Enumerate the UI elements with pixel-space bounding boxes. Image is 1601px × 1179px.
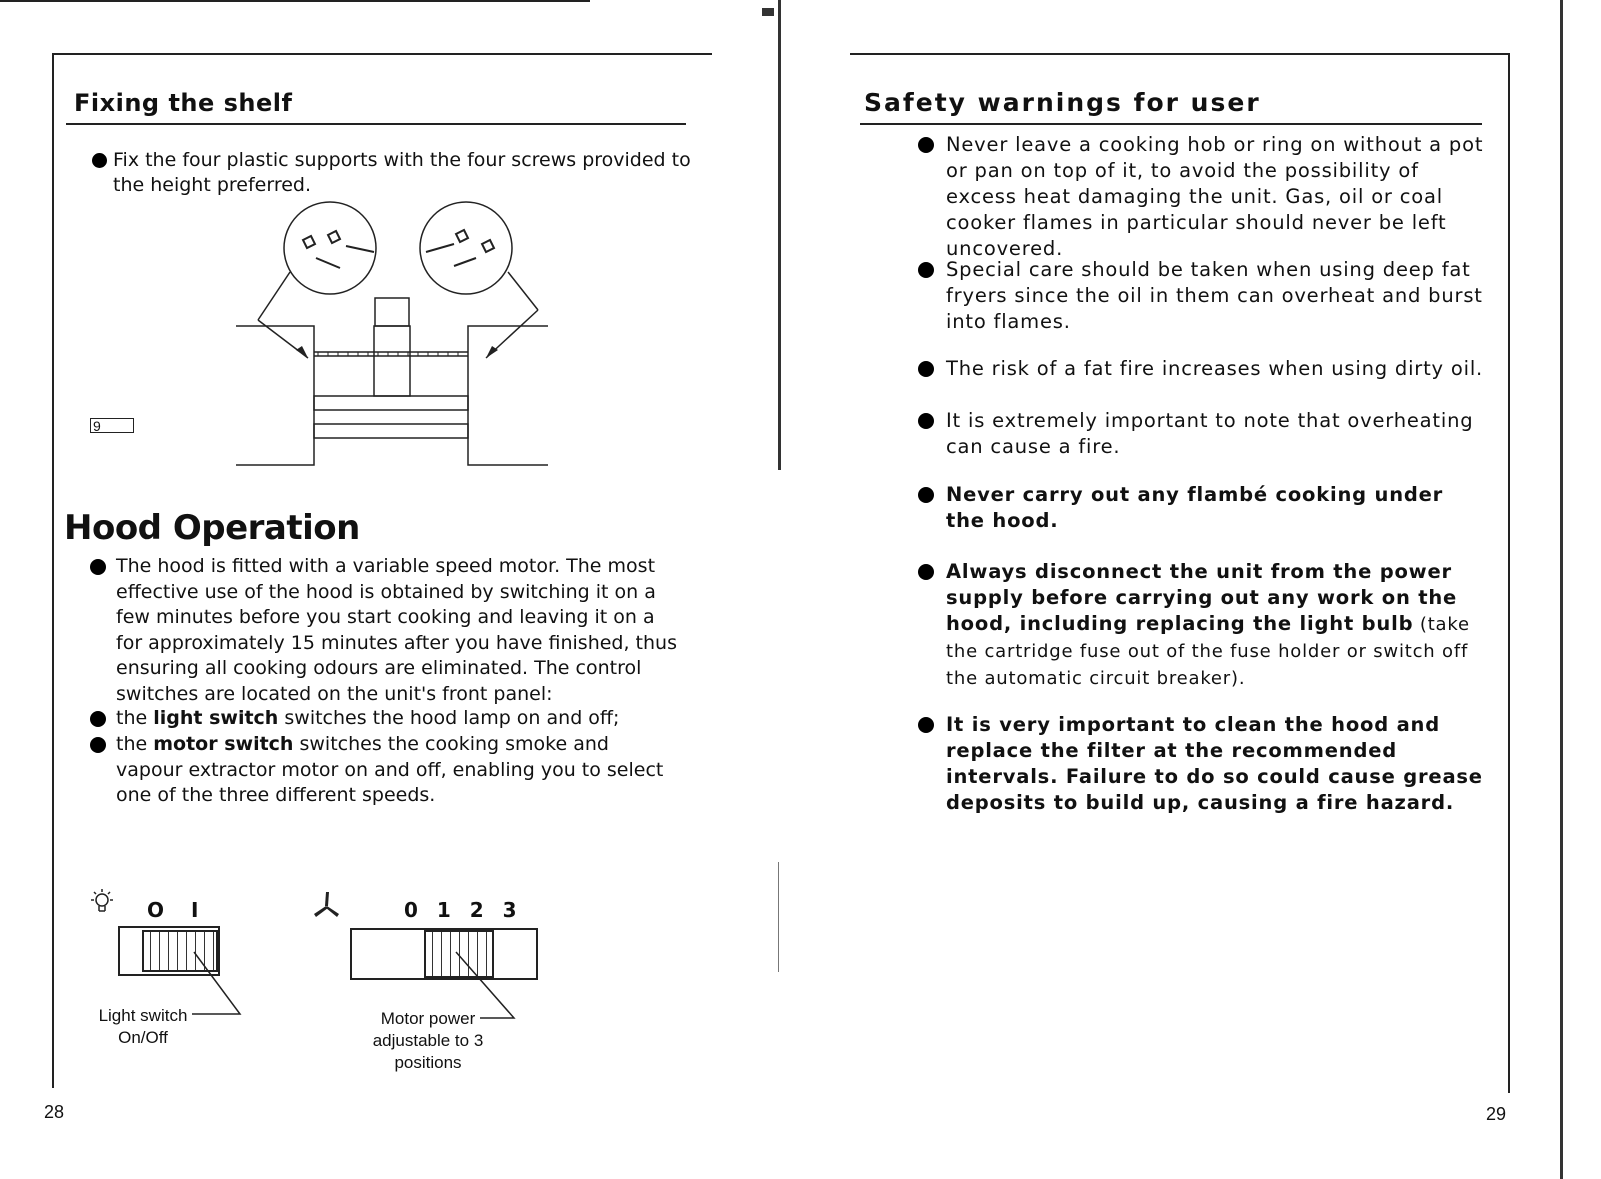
safety-bullet-7-text: It is very important to clean the hood and replace the filter at the recommended intervals. Failure to do so could cause grease deposits to build up, causing a fire hazard. [946, 713, 1483, 814]
safety-bullet-6-bold: Always disconnect the unit from the power supply before carrying out any work on the hood, including replacing the light bulb [946, 560, 1458, 635]
safety-bullet-3 [918, 356, 1488, 382]
hood-bullet-1-text: The hood is fitted with a variable speed motor. The most effective use of the hood is obtained by switching it on a few minutes before you start cooking and leaving it on a for approximately 15 minutes after you have finished, thus ensuring all cooking odours are eliminated. The control switches are located on the unit's front panel: [116, 555, 677, 705]
safety-underline [860, 123, 1482, 125]
safety-bullet-5 [918, 482, 1488, 534]
bullet-dot [90, 711, 106, 727]
motor-switch-positions: 0 1 2 3 [404, 898, 523, 922]
bullet-dot [90, 737, 106, 753]
bullet-dot [90, 559, 106, 575]
motor-switch-term: motor switch [153, 733, 294, 755]
safety-bullet-1-text: Never leave a cooking hob or ring on without a pot or pan on top of it, to avoid the possibility of excess heat damaging the unit. Gas, oil or coal cooker flames in particular should never be left uncovered. [946, 133, 1484, 260]
section-title-safety: Safety warnings for user [864, 88, 1261, 117]
light-switch-caption [84, 1005, 202, 1049]
safety-bullet-3-text: The risk of a fat fire increases when using dirty oil. [946, 357, 1484, 380]
hood-bullet-2-text [90, 706, 680, 732]
shelf-diagram [228, 200, 558, 470]
motor-switch-caption [358, 1008, 498, 1074]
safety-bullet-4 [918, 408, 1488, 460]
bullet-dot [918, 564, 934, 580]
top-edge-line [0, 0, 590, 2]
safety-bullet-4-text: It is extremely important to note that overheating can cause a fire. [946, 409, 1474, 458]
fan-icon [312, 890, 342, 918]
fix-bullet [92, 148, 692, 198]
light-switch-caption-line1: Light switch [98, 1006, 188, 1025]
light-switch-term: light switch [153, 707, 279, 729]
binding-line [778, 0, 781, 470]
safety-bullet-6-post: (take the cartridge fuse out of the fuse holder or switch off the automatic circuit breaker). [946, 614, 1470, 689]
right-frame-right [1508, 53, 1510, 1093]
hood-bullet-2-post: switches the hood lamp on and off; [278, 707, 620, 729]
light-switch-caption-line2: On/Off [118, 1028, 168, 1047]
figure-number: 9 [93, 418, 101, 434]
safety-bullet-6 [918, 559, 1488, 692]
bullet-dot [918, 487, 934, 503]
page-edge-right [1560, 0, 1563, 1179]
hood-bullet-3-pre: the [116, 733, 154, 755]
binding-tab [762, 8, 774, 16]
motor-switch-caption-line3: positions [394, 1053, 462, 1072]
hood-bullet-3-post: switches the cooking smoke and vapour extractor motor on and off, enabling you to select one of the three different speeds. [116, 733, 664, 806]
section-title-fixing-shelf: Fixing the shelf [74, 89, 293, 117]
hood-bullet-3 [90, 732, 680, 809]
safety-bullet-5-text: Never carry out any flambé cooking under the hood. [946, 483, 1444, 532]
bullet-dot [918, 262, 934, 278]
hood-bullet-3-text [90, 732, 680, 809]
fix-bullet-text: Fix the four plastic supports with the four screws provided to the height preferred. [113, 149, 691, 196]
safety-bullet-2-text: Special care should be taken when using deep fat fryers since the oil in them can overheat and burst into flames. [946, 258, 1483, 333]
safety-bullet-2 [918, 257, 1488, 335]
figure-number-box [90, 418, 134, 433]
hood-bullet-2-pre: the [116, 707, 154, 729]
bullet-dot [918, 717, 934, 733]
left-frame-left [52, 53, 54, 1088]
left-frame-top [52, 53, 712, 55]
page-number-right: 29 [1486, 1104, 1507, 1124]
safety-bullet-6-text [918, 559, 1488, 692]
right-frame-top [850, 53, 1510, 55]
hood-operation-title: Hood Operation [64, 508, 360, 548]
safety-bullet-1 [918, 132, 1488, 262]
hood-bullet-1 [90, 554, 680, 707]
bullet-dot [92, 153, 107, 168]
motor-switch-caption-line1: Motor power [380, 1009, 476, 1028]
motor-switch-caption-line2: adjustable to 3 [372, 1031, 484, 1050]
light-bulb-icon [88, 888, 116, 916]
page-number-left: 28 [44, 1102, 65, 1122]
light-switch-positions: O I [147, 898, 209, 922]
bullet-dot [918, 413, 934, 429]
safety-bullet-7 [918, 712, 1488, 816]
binding-line-lower [778, 862, 779, 972]
bullet-dot [918, 361, 934, 377]
hood-bullet-2 [90, 706, 680, 732]
section-underline [66, 123, 686, 125]
bullet-dot [918, 137, 934, 153]
